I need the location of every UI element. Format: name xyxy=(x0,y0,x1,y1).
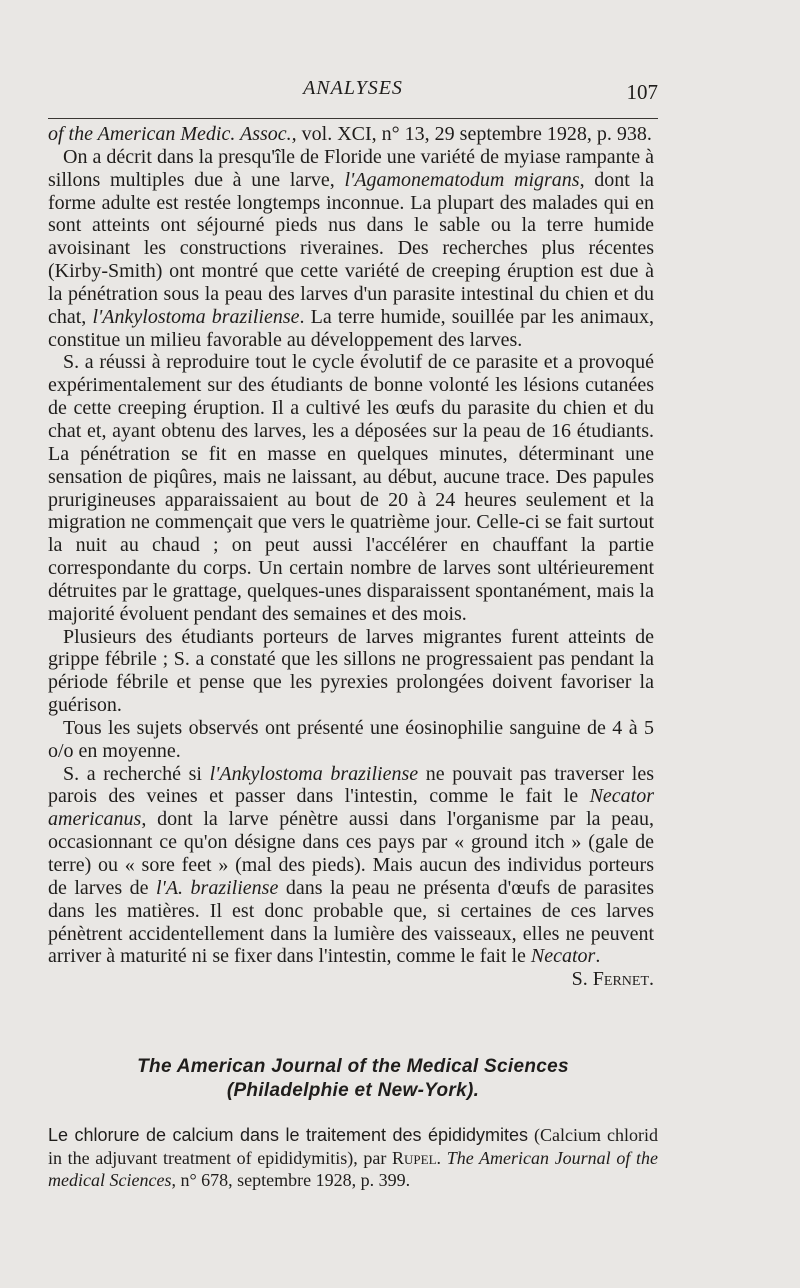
species-name-necator: Necator xyxy=(530,945,596,968)
paragraph-5 xyxy=(48,762,654,991)
running-title: ANALYSES xyxy=(303,77,403,99)
citation-continuation xyxy=(48,123,654,146)
paragraph-1-text-e: . La terre humide, souillée par les animaux, constitue un milieu favorable au développement des larves. xyxy=(48,305,655,351)
article-citation-details: , n° 678, septembre 1928, p. 399. xyxy=(171,1170,411,1190)
reference-details: vol. XCI, n° 13, 29 septembre 1928, xyxy=(296,123,592,145)
header-rule xyxy=(48,118,658,119)
article-title: Le chlorure de calcium dans le traitement des épididymites xyxy=(48,1125,529,1145)
page-number: 107 xyxy=(626,80,658,104)
paragraph-5-text-i: . xyxy=(595,945,601,968)
paragraph-1-text-a: On a décrit dans la presqu'île de Floride une variété de myiase rampante à sillons multiples due à une larve, xyxy=(48,145,654,191)
page-reference: p. 938. xyxy=(596,123,652,145)
species-name-necator-americanus: Necator americanus xyxy=(48,785,654,831)
paragraph-5-text-g: dans la peau ne présenta d'œufs de parasites dans les matières. Il est donc probable que, si certaines de ces larves pénètrent accidentellement dans la lumière des vaisseaux, elles ne peuvent arriver à maturité ni se fixer dans l'intestin, comme le fait le xyxy=(48,876,654,968)
author-signature: S. Fernet. xyxy=(571,968,654,991)
article-journal: The American Journal of the medical Sciences xyxy=(48,1147,658,1190)
journal-heading-line-1: The American Journal of the Medical Sciences xyxy=(137,1056,569,1077)
journal-heading-line-2: (Philadelphie et New-York). xyxy=(226,1080,480,1101)
journal-reference: of the American Medic. Assoc., xyxy=(48,123,297,145)
article-author: Rupel xyxy=(392,1147,437,1168)
species-name-a-braziliense: l'A. braziliense xyxy=(156,876,279,899)
article-separator: . xyxy=(436,1147,447,1168)
paragraph-4: Tous les sujets observés ont présenté une éosinophilie sanguine de 4 à 5 o/o en moyenne. xyxy=(48,716,654,762)
paragraph-3: Plusieurs des étudiants porteurs de larves migrantes furent atteints de grippe fébrile ; S. a constaté que les sillons ne progressaient pas pendant la période fébrile et pense que les pyrexies prolongées doivent favoriser la guérison. xyxy=(48,625,654,717)
paragraph-1 xyxy=(48,146,654,352)
paragraph-5-text-c: ne pouvait pas traverser les parois des veines et passer dans l'intestin, comme le fait le xyxy=(48,762,654,808)
paragraph-2: S. a réussi à reproduire tout le cycle évolutif de ce parasite et a provoqué expérimentalement sur des étudiants de bonne volonté les lésions cutanées de cette creeping éruption. Il a cultivé les œufs du parasite du chien et du chat et, ayant obtenu des larves, les a déposées sur la peau de 16 étudiants. La pénétration se fit en masse en quelques minutes, déterminant une sensation de piqûres, mais ne laissant, au début, aucune trace. Des papules prurigineuses apparaissaient au bout de 20 à 24 heures seulement et la migration ne commençait que vers le quatrième jour. Celle-ci se fait surtout la nuit au chaud ; on peut aussi l'accélérer en chauffant la partie correspondante du corps. Un certain nombre de larves sont ultérieurement détruites par le grattage, quelques-unes disparaissent spontanément, mais la majorité évoluent pendant des semaines et des mois. xyxy=(48,351,654,625)
running-header xyxy=(48,77,658,109)
article-entry xyxy=(48,1124,658,1192)
journal-section-heading xyxy=(48,1055,658,1103)
paragraph-5-text-a: S. a recherché si xyxy=(63,762,210,785)
article-body xyxy=(48,123,654,991)
species-name-agamonematodum: l'Agamonematodum migrans xyxy=(344,168,580,191)
species-name-ankylostoma-2: l'Ankylostoma braziliense xyxy=(209,762,419,785)
article-english-title: (Calcium chlorid in the adjuvant treatment of epididymitis), par xyxy=(48,1125,658,1168)
paragraph-5-text-e: , dont la larve pénètre aussi dans l'organisme par la peau, occasionnant ce qu'on désigne dans ces pays par « ground itch » (gale de terre) ou « sore feet » (mal des pieds). Mais aucun des individus porteurs de larves de xyxy=(48,808,654,899)
species-name-ankylostoma: l'Ankylostoma braziliense xyxy=(92,305,300,328)
paragraph-1-text-c: , dont la forme adulte est restée longtemps inconnue. La plupart des malades qui en sont atteints ont séjourné pieds nus dans le sable ou la terre humide avoisinant les constructions riveraines. Des recherches plus récentes (Kirby-Smith) ont montré que cette variété de creeping éruption est due à la pénétration sous la peau des larves d'un parasite intestinal du chien et du chat, xyxy=(48,168,654,328)
